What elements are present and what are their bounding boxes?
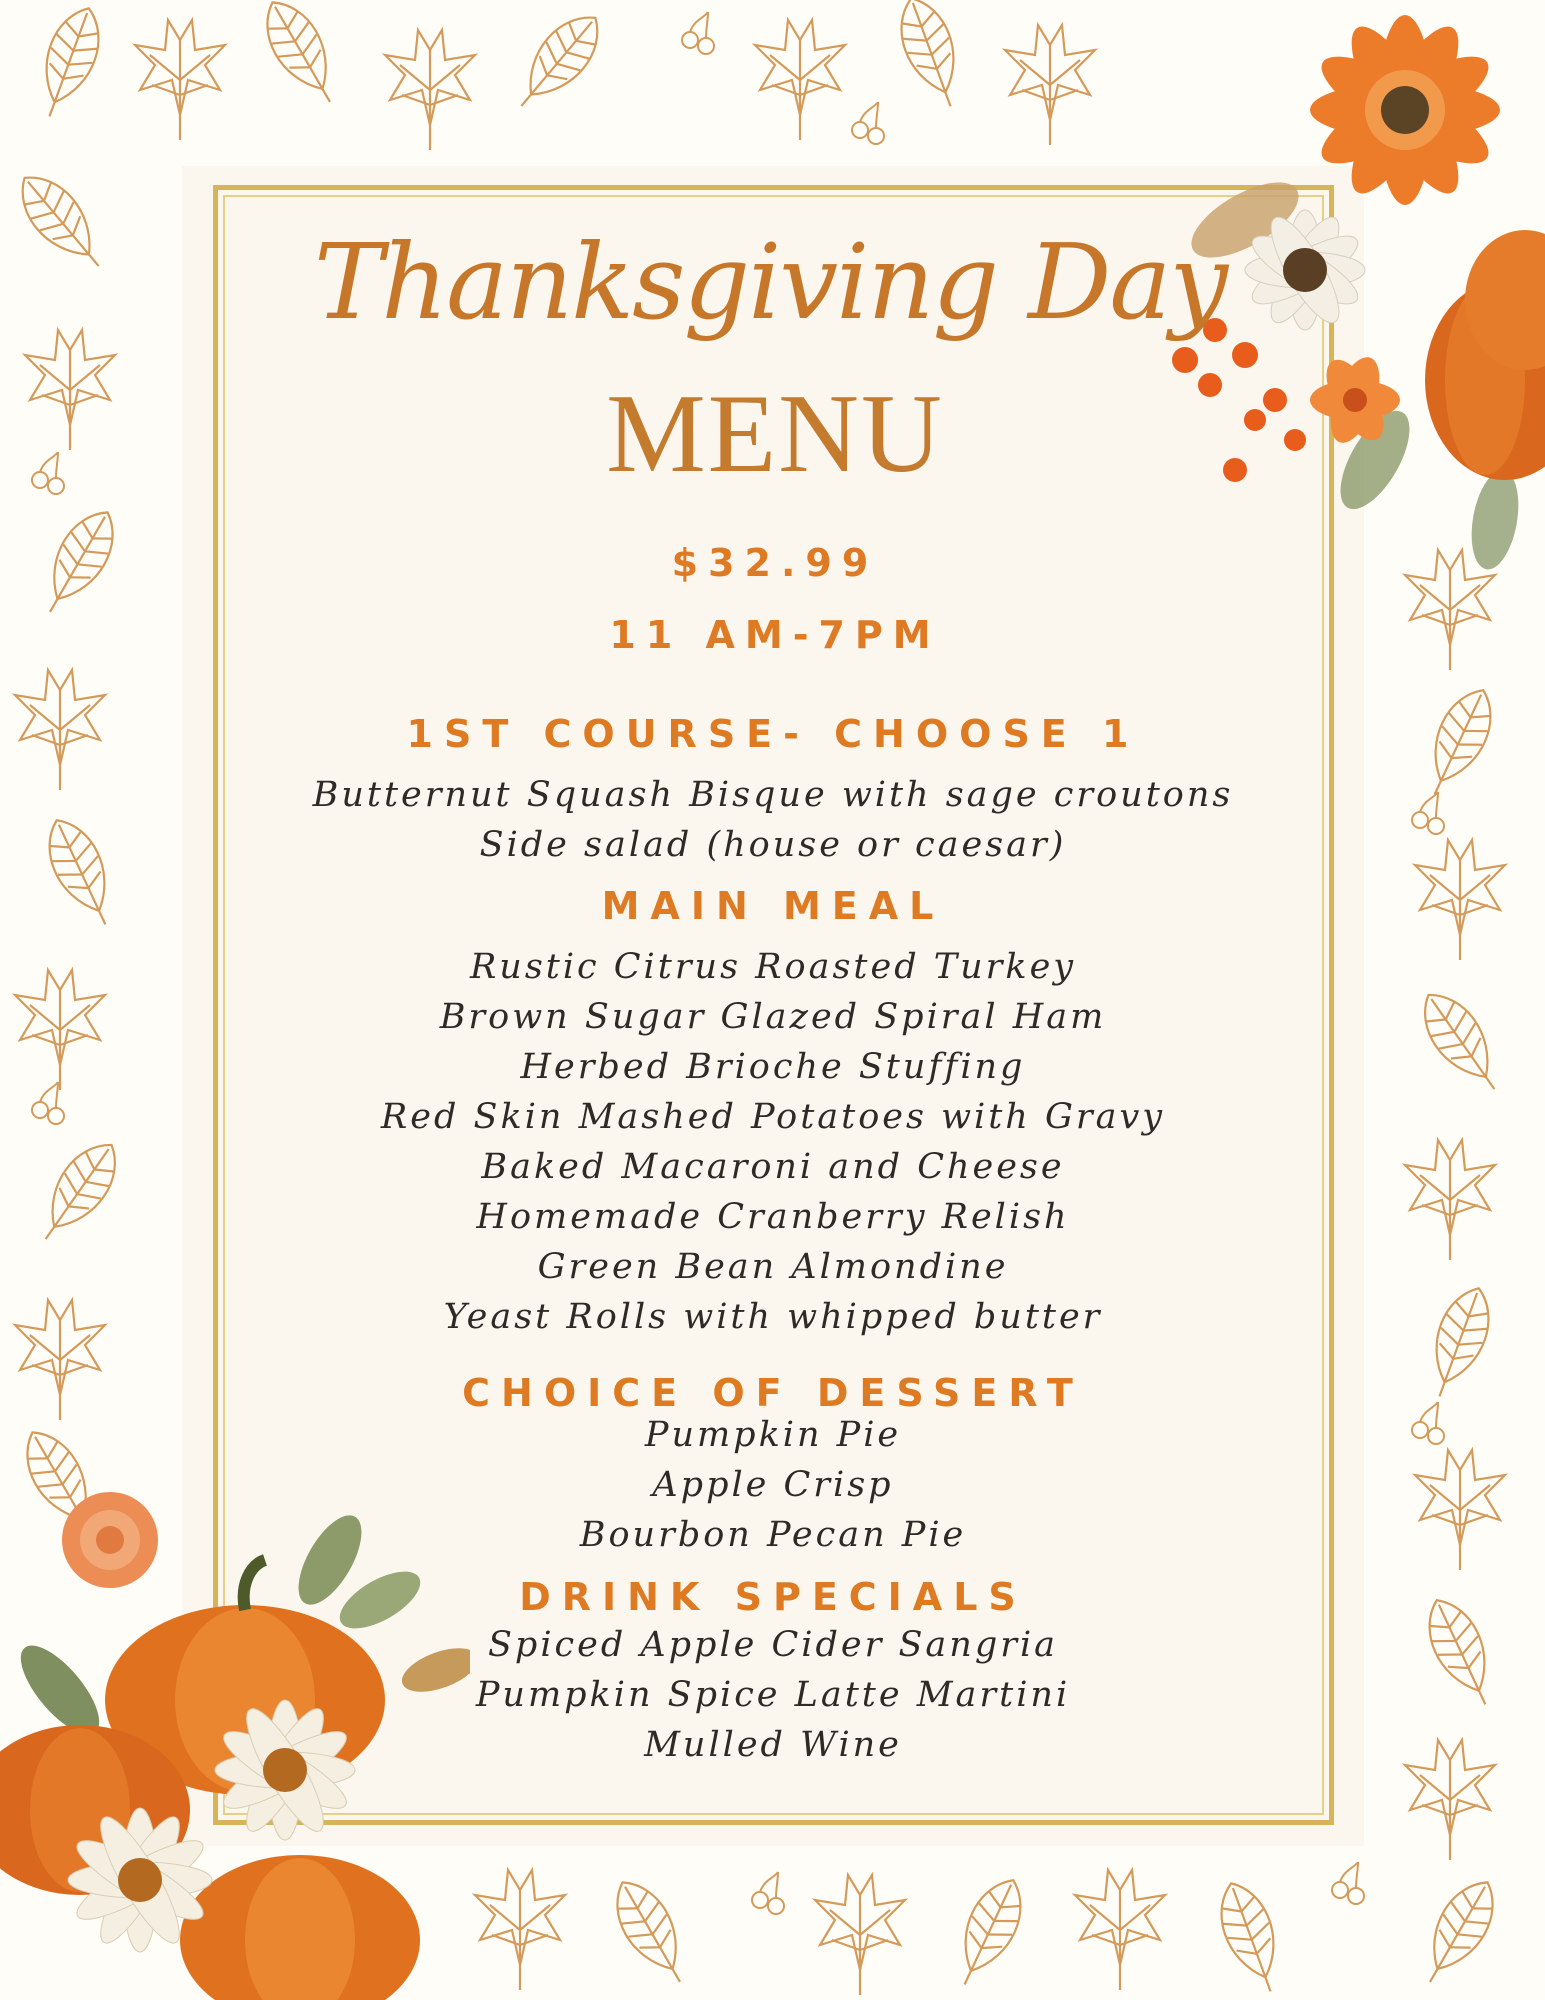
pumpkin-icon bbox=[180, 1855, 420, 2000]
title-script: Thanksgiving Day bbox=[313, 221, 1227, 343]
drinks-list bbox=[223, 1620, 1323, 1770]
menu-item: Spiced Apple Cider Sangria bbox=[487, 1625, 1059, 1665]
title-menu: MENU bbox=[606, 372, 944, 496]
menu-item: Rustic Citrus Roasted Turkey bbox=[469, 947, 1077, 987]
orange-flower-icon bbox=[1309, 14, 1502, 207]
section-heading-first-course: 1ST COURSE- CHOOSE 1 bbox=[406, 712, 1140, 756]
section-heading-drinks: DRINK SPECIALS bbox=[519, 1575, 1027, 1619]
dessert-list bbox=[223, 1410, 1323, 1560]
menu-item: Brown Sugar Glazed Spiral Ham bbox=[439, 997, 1107, 1037]
section-heading-main-meal: MAIN MEAL bbox=[601, 884, 945, 928]
main-meal-list bbox=[223, 942, 1323, 1342]
menu-item: Mulled Wine bbox=[644, 1725, 902, 1765]
menu-item: Pumpkin Pie bbox=[644, 1415, 902, 1455]
menu-item: Bourbon Pecan Pie bbox=[579, 1515, 967, 1555]
menu-item: Green Bean Almondine bbox=[537, 1247, 1009, 1287]
price: $32.99 bbox=[671, 541, 879, 585]
menu-item: Baked Macaroni and Cheese bbox=[481, 1147, 1065, 1187]
menu-item: Apple Crisp bbox=[652, 1465, 894, 1505]
menu-item: Red Skin Mashed Potatoes with Gravy bbox=[380, 1097, 1166, 1137]
menu-item: Homemade Cranberry Relish bbox=[476, 1197, 1070, 1237]
hours: 11 AM-7PM bbox=[609, 613, 941, 657]
menu-item: Herbed Brioche Stuffing bbox=[520, 1047, 1026, 1087]
rose-icon bbox=[62, 1492, 158, 1588]
menu-item: Side salad (house or caesar) bbox=[479, 825, 1067, 865]
first-course-list bbox=[223, 770, 1323, 870]
menu-item: Pumpkin Spice Latte Martini bbox=[475, 1675, 1071, 1715]
section-heading-dessert: CHOICE OF DESSERT bbox=[462, 1371, 1084, 1415]
menu-item: Yeast Rolls with whipped butter bbox=[443, 1297, 1103, 1337]
pumpkin-icon bbox=[1425, 230, 1545, 480]
menu-item: Butternut Squash Bisque with sage croutons bbox=[312, 775, 1234, 815]
